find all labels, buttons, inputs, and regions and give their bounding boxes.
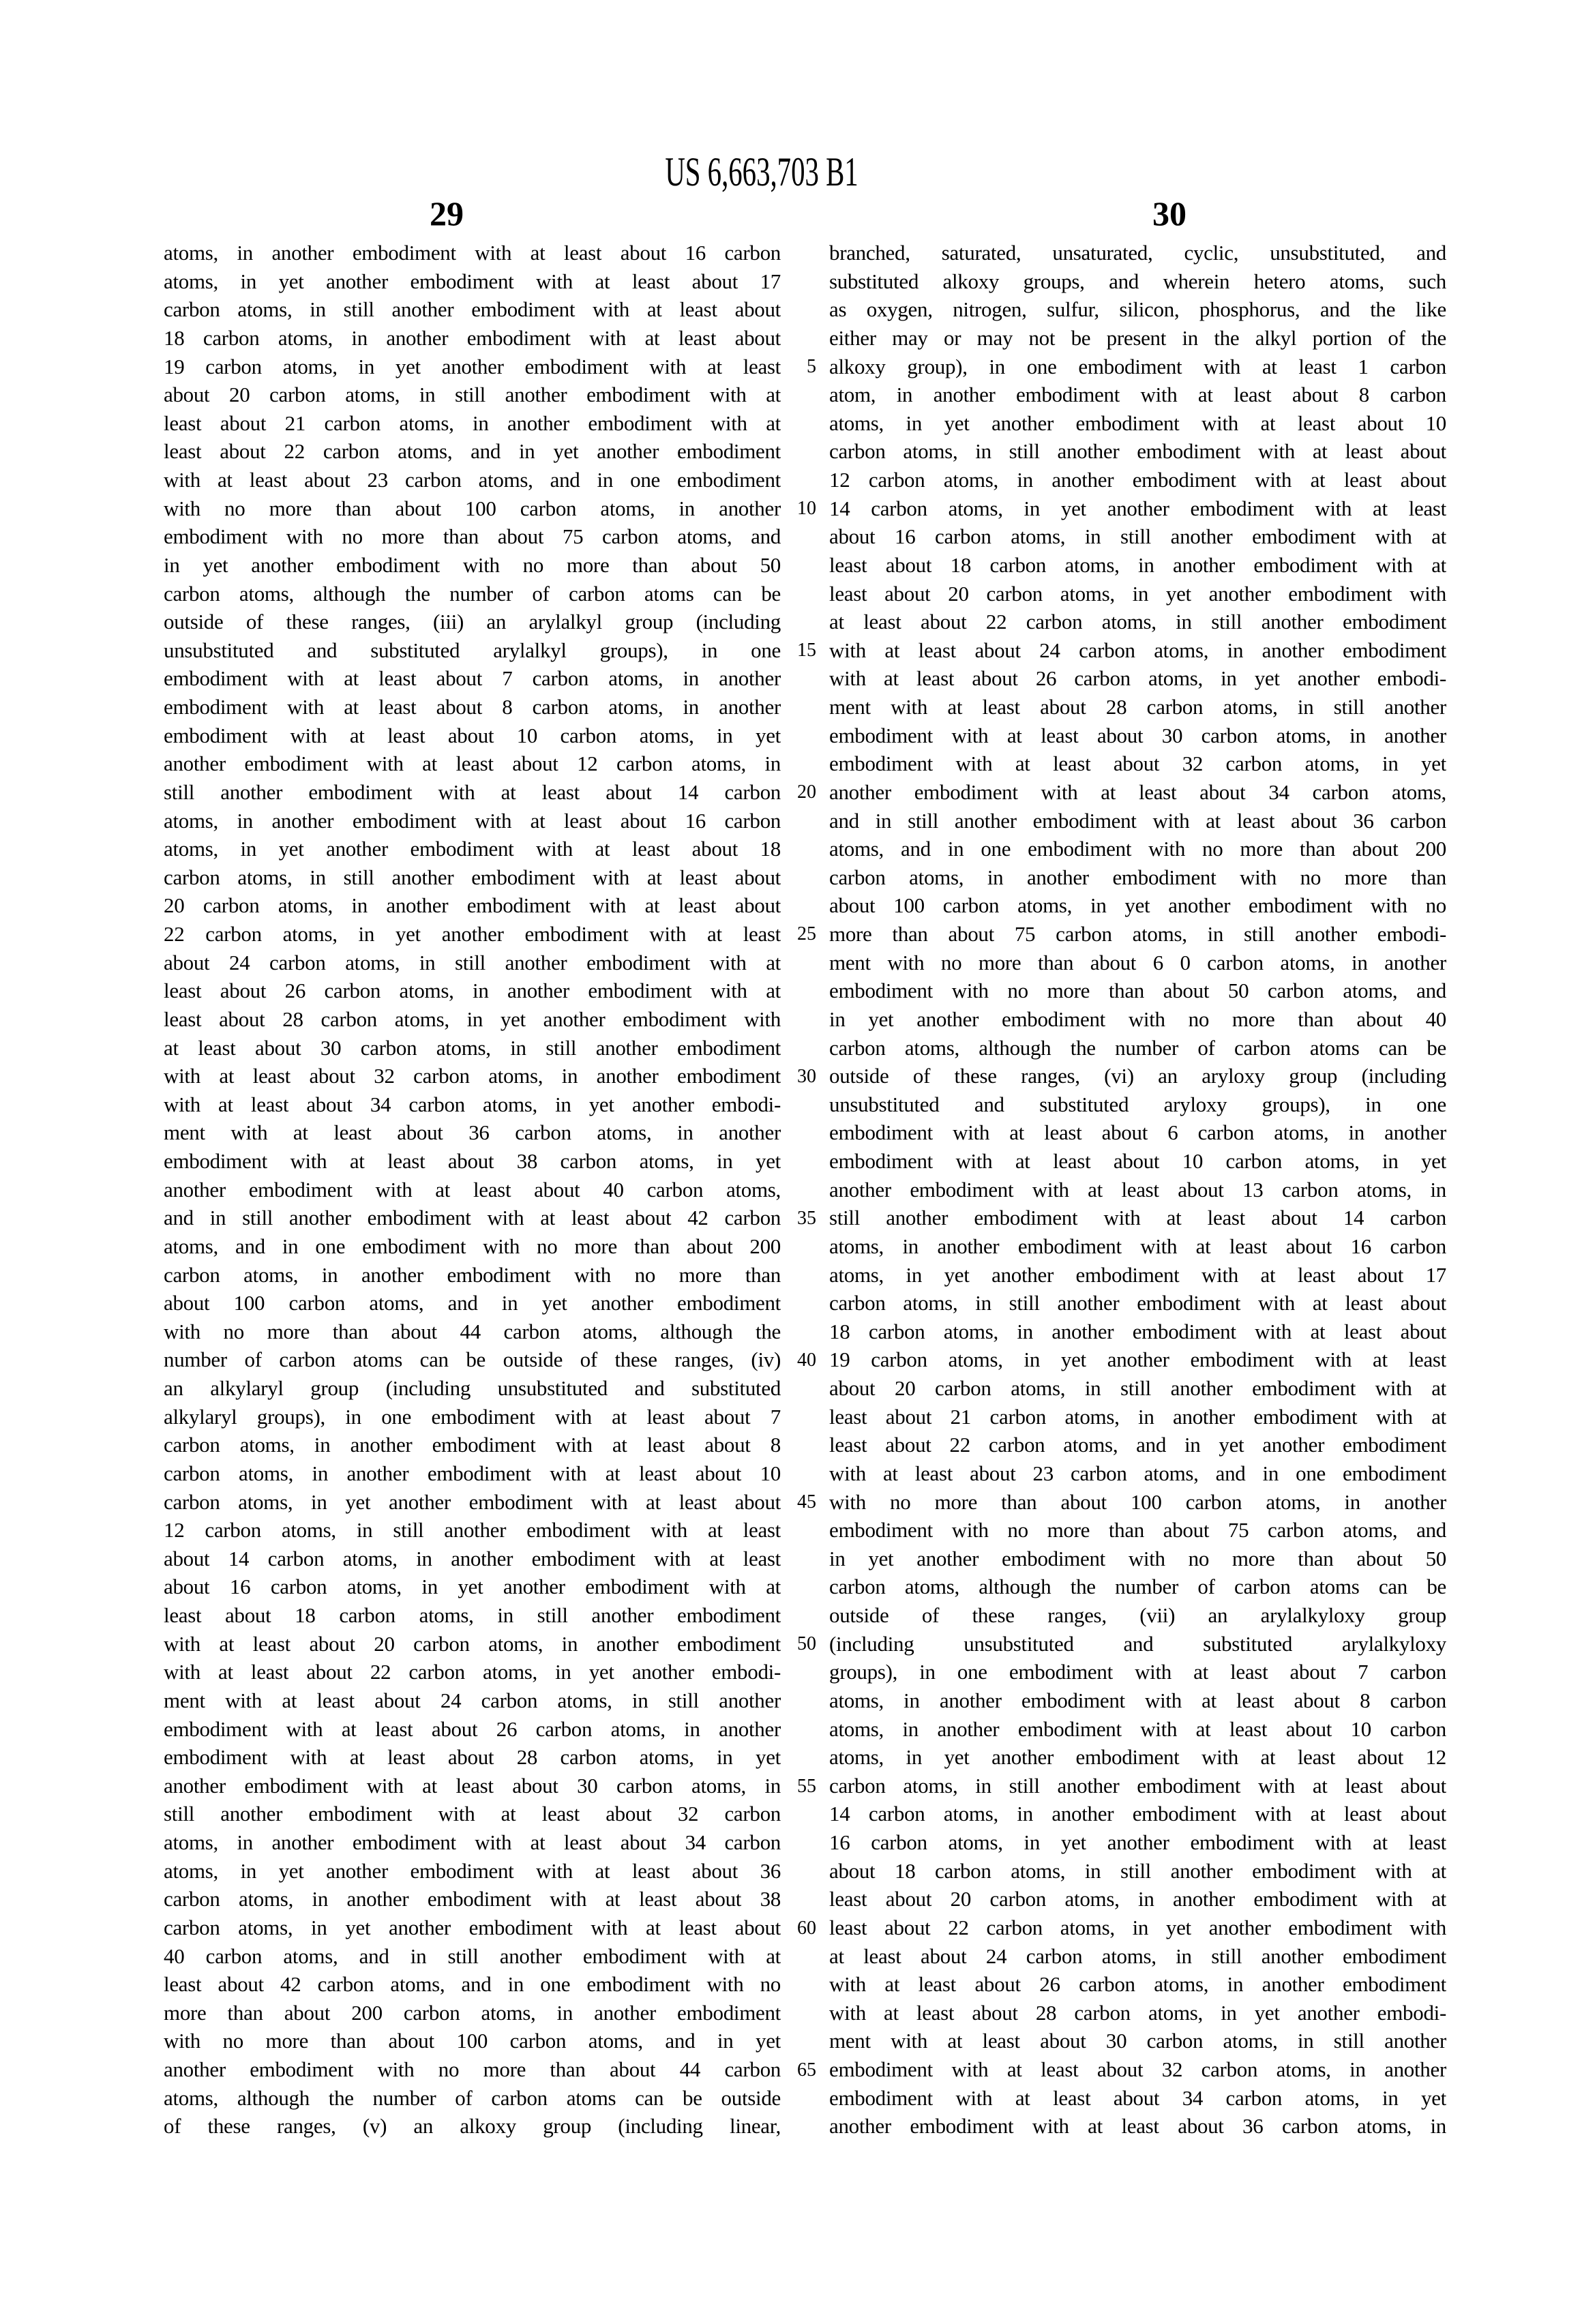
text-line: atoms, in another embodiment with at least about 34 carbon [164, 1830, 781, 1854]
text-line: carbon atoms, in another embodiment with no more than [164, 1262, 781, 1287]
text-line: carbon atoms, in yet another embodiment with at least about [164, 1915, 781, 1939]
text-line: carbon atoms, in another embodiment with at least about 8 [164, 1433, 781, 1457]
text-line: outside of these ranges, (vii) an arylalkyloxy group [829, 1603, 1446, 1627]
text-line: ment with at least about 36 carbon atoms, in another [164, 1120, 781, 1145]
text-line: atom, in another embodiment with at least about 8 carbon [829, 383, 1446, 407]
text-line: still another embodiment with at least about 14 carbon [164, 779, 781, 804]
text-line: about 18 carbon atoms, in still another embodiment with at [829, 1858, 1446, 1883]
text-line: with at least about 26 carbon atoms, in yet another embodi- [829, 666, 1446, 691]
text-line: least about 22 carbon atoms, and in yet another embodiment [164, 439, 781, 464]
text-line: substituted alkoxy groups, and wherein hetero atoms, such [829, 269, 1446, 293]
text-line: either may or may not be present in the alkyl portion of the [829, 325, 1446, 350]
text-line: more than about 200 carbon atoms, in another embodiment [164, 2000, 781, 2025]
text-line: with at least about 20 carbon atoms, in another embodiment [164, 1631, 781, 1656]
text-line: carbon atoms, although the number of carbon atoms can be [829, 1035, 1446, 1060]
column-number-left: 29 [430, 194, 464, 233]
text-line: 40 carbon atoms, and in still another embodiment with at [164, 1943, 781, 1968]
text-line: as oxygen, nitrogen, sulfur, silicon, phosphorus, and the like [829, 297, 1446, 322]
text-line: carbon atoms, in still another embodiment with at least about [164, 865, 781, 889]
text-line: embodiment with at least about 7 carbon atoms, in another [164, 666, 781, 691]
text-line: about 24 carbon atoms, in still another embodiment with at [164, 950, 781, 974]
text-line: atoms, in another embodiment with at least about 16 carbon [164, 808, 781, 833]
text-line: with at least about 23 carbon atoms, and in one embodiment [164, 468, 781, 492]
text-line: with at least about 28 carbon atoms, in yet another embodi- [829, 2000, 1446, 2025]
text-line: more than about 75 carbon atoms, in still another embodi- [829, 922, 1446, 946]
text-line: least about 21 carbon atoms, in another embodiment with at [164, 411, 781, 435]
line-number-marker: 20 [797, 781, 816, 803]
text-line: with at least about 23 carbon atoms, and in one embodiment [829, 1461, 1446, 1485]
text-line: another embodiment with at least about 30 carbon atoms, in [164, 1773, 781, 1798]
text-line: least about 22 carbon atoms, in yet another embodiment with [829, 1915, 1446, 1939]
text-line: unsubstituted and substituted arylalkyl groups), in one [164, 638, 781, 662]
text-line: embodiment with at least about 10 carbon atoms, in yet [829, 1149, 1446, 1173]
text-line: still another embodiment with at least about 14 carbon [829, 1206, 1446, 1230]
text-line: 18 carbon atoms, in another embodiment with at least about [829, 1319, 1446, 1343]
text-line: embodiment with at least about 34 carbon atoms, in yet [829, 2085, 1446, 2110]
text-line: branched, saturated, unsaturated, cyclic, unsubstituted, and [829, 241, 1446, 265]
text-line: atoms, and in one embodiment with no more than about 200 [829, 837, 1446, 861]
text-line: with at least about 26 carbon atoms, in another embodiment [829, 1972, 1446, 1997]
text-line: embodiment with no more than about 75 carbon atoms, and [164, 524, 781, 549]
text-line: of these ranges, (v) an alkoxy group (including linear, [164, 2114, 781, 2139]
text-line: carbon atoms, in another embodiment with at least about 10 [164, 1461, 781, 1485]
text-line: embodiment with at least about 32 carbon atoms, in another [829, 2057, 1446, 2081]
text-line: another embodiment with at least about 34 carbon atoms, [829, 779, 1446, 804]
text-line: atoms, in another embodiment with at least about 16 carbon [829, 1234, 1446, 1258]
text-line: 14 carbon atoms, in yet another embodiment with at least [829, 496, 1446, 520]
text-line: 19 carbon atoms, in yet another embodiment with at least [164, 354, 781, 378]
text-line: least about 28 carbon atoms, in yet another embodiment with [164, 1007, 781, 1031]
text-line: ment with at least about 30 carbon atoms, in still another [829, 2029, 1446, 2053]
text-line: outside of these ranges, (iii) an arylalkyl group (including [164, 610, 781, 634]
text-line: least about 18 carbon atoms, in still another embodiment [164, 1603, 781, 1627]
line-number-marker: 55 [797, 1775, 816, 1797]
text-line: with at least about 32 carbon atoms, in another embodiment [164, 1064, 781, 1088]
text-line: in yet another embodiment with no more than about 50 [829, 1546, 1446, 1570]
text-line: and in still another embodiment with at least about 36 carbon [829, 808, 1446, 833]
text-line: least about 21 carbon atoms, in another embodiment with at [829, 1404, 1446, 1429]
text-line: carbon atoms, in another embodiment with no more than [829, 865, 1446, 889]
text-line: in yet another embodiment with no more than about 50 [164, 552, 781, 577]
text-line: ment with at least about 28 carbon atoms, in still another [829, 695, 1446, 719]
text-line: carbon atoms, in another embodiment with at least about 38 [164, 1887, 781, 1911]
text-line: least about 20 carbon atoms, in yet another embodiment with [829, 581, 1446, 606]
text-line: atoms, in yet another embodiment with at least about 12 [829, 1745, 1446, 1770]
text-line: least about 20 carbon atoms, in another embodiment with at [829, 1887, 1446, 1911]
text-line: groups), in one embodiment with at least about 7 carbon [829, 1660, 1446, 1684]
text-line: 14 carbon atoms, in another embodiment with at least about [829, 1802, 1446, 1826]
text-line: least about 22 carbon atoms, and in yet another embodiment [829, 1433, 1446, 1457]
line-number-marker: 15 [797, 639, 816, 661]
line-number-marker: 45 [797, 1491, 816, 1513]
text-line: embodiment with at least about 8 carbon atoms, in another [164, 695, 781, 719]
text-line: at least about 30 carbon atoms, in still another embodiment [164, 1035, 781, 1060]
text-line: atoms, in another embodiment with at least about 10 carbon [829, 1716, 1446, 1741]
text-line: about 100 carbon atoms, and in yet another embodiment [164, 1291, 781, 1315]
text-line: another embodiment with at least about 40 carbon atoms, [164, 1177, 781, 1202]
text-line: atoms, in yet another embodiment with at least about 36 [164, 1858, 781, 1883]
text-line: atoms, in yet another embodiment with at least about 17 [164, 269, 781, 293]
text-line: atoms, in another embodiment with at least about 16 carbon [164, 241, 781, 265]
line-number-marker: 65 [797, 2059, 816, 2081]
text-line: atoms, in another embodiment with at least about 8 carbon [829, 1688, 1446, 1712]
line-number-marker: 40 [797, 1349, 816, 1371]
text-line: with at least about 34 carbon atoms, in yet another embodi- [164, 1092, 781, 1116]
text-line: carbon atoms, in still another embodiment with at least about [829, 1773, 1446, 1798]
text-line: about 20 carbon atoms, in still another embodiment with at [164, 383, 781, 407]
text-line: with no more than about 44 carbon atoms, although the [164, 1319, 781, 1343]
line-number-marker: 50 [797, 1633, 816, 1655]
line-number-marker: 30 [797, 1065, 816, 1087]
text-line: carbon atoms, in still another embodiment with at least about [829, 1291, 1446, 1315]
text-line: alkylaryl groups), in one embodiment with at least about 7 [164, 1404, 781, 1429]
text-line: 20 carbon atoms, in another embodiment with at least about [164, 893, 781, 918]
text-line: with no more than about 100 carbon atoms, in another [829, 1489, 1446, 1514]
text-line: embodiment with at least about 26 carbon atoms, in another [164, 1716, 781, 1741]
text-line: atoms, in yet another embodiment with at least about 17 [829, 1262, 1446, 1287]
text-line: another embodiment with at least about 12 carbon atoms, in [164, 751, 781, 776]
column-left-text [164, 239, 781, 2141]
line-number-marker: 35 [797, 1207, 816, 1229]
text-line: with at least about 22 carbon atoms, in yet another embodi- [164, 1660, 781, 1684]
text-line: about 14 carbon atoms, in another embodiment with at least [164, 1546, 781, 1570]
text-line: atoms, in yet another embodiment with at least about 10 [829, 411, 1446, 435]
text-line: at least about 22 carbon atoms, in still another embodiment [829, 610, 1446, 634]
text-line: 12 carbon atoms, in still another embodiment with at least [164, 1518, 781, 1543]
text-line: 16 carbon atoms, in yet another embodiment with at least [829, 1830, 1446, 1854]
text-line: embodiment with no more than about 50 carbon atoms, and [829, 979, 1446, 1003]
text-line: atoms, in yet another embodiment with at least about 18 [164, 837, 781, 861]
text-line: carbon atoms, in still another embodiment with at least about [829, 439, 1446, 464]
text-line: atoms, although the number of carbon atoms can be outside [164, 2085, 781, 2110]
text-line: carbon atoms, in yet another embodiment with at least about [164, 1489, 781, 1514]
text-line: atoms, and in one embodiment with no more than about 200 [164, 1234, 781, 1258]
text-line: embodiment with at least about 32 carbon atoms, in yet [829, 751, 1446, 776]
text-line: number of carbon atoms can be outside of these ranges, (iv) [164, 1347, 781, 1372]
text-line: and in still another embodiment with at least about 42 carbon [164, 1206, 781, 1230]
text-line: least about 42 carbon atoms, and in one embodiment with no [164, 1972, 781, 1997]
line-number-marker: 10 [797, 497, 816, 519]
text-line: 19 carbon atoms, in yet another embodiment with at least [829, 1347, 1446, 1372]
text-line: embodiment with at least about 10 carbon atoms, in yet [164, 723, 781, 747]
text-line: embodiment with at least about 6 carbon atoms, in another [829, 1120, 1446, 1145]
text-line: ment with at least about 24 carbon atoms, in still another [164, 1688, 781, 1712]
text-line: embodiment with at least about 30 carbon atoms, in another [829, 723, 1446, 747]
text-line: another embodiment with no more than about 44 carbon [164, 2057, 781, 2081]
text-line: embodiment with at least about 38 carbon atoms, in yet [164, 1149, 781, 1173]
patent-number: US 6,663,703 B1 [665, 149, 859, 194]
text-line: 22 carbon atoms, in yet another embodiment with at least [164, 922, 781, 946]
text-line: about 100 carbon atoms, in yet another embodiment with no [829, 893, 1446, 918]
text-line: about 16 carbon atoms, in yet another embodiment with at [164, 1575, 781, 1599]
column-number-right: 30 [1152, 194, 1186, 233]
text-line: alkoxy group), in one embodiment with at least 1 carbon [829, 354, 1446, 378]
line-number-marker: 60 [797, 1917, 816, 1939]
text-line: about 20 carbon atoms, in still another embodiment with at [829, 1376, 1446, 1400]
text-line: ment with no more than about 6 0 carbon atoms, in another [829, 950, 1446, 974]
text-line: carbon atoms, in still another embodiment with at least about [164, 297, 781, 322]
text-line: least about 26 carbon atoms, in another embodiment with at [164, 979, 781, 1003]
text-line: carbon atoms, although the number of carbon atoms can be [164, 581, 781, 606]
text-line: least about 18 carbon atoms, in another embodiment with at [829, 552, 1446, 577]
text-line: at least about 24 carbon atoms, in still another embodiment [829, 1943, 1446, 1968]
text-line: embodiment with no more than about 75 carbon atoms, and [829, 1518, 1446, 1543]
text-line: with at least about 24 carbon atoms, in another embodiment [829, 638, 1446, 662]
text-line: unsubstituted and substituted aryloxy groups), in one [829, 1092, 1446, 1116]
text-line: another embodiment with at least about 36 carbon atoms, in [829, 2114, 1446, 2139]
text-line: embodiment with at least about 28 carbon atoms, in yet [164, 1745, 781, 1770]
text-line: outside of these ranges, (vi) an aryloxy group (including [829, 1064, 1446, 1088]
text-line: about 16 carbon atoms, in still another embodiment with at [829, 524, 1446, 549]
text-line: in yet another embodiment with no more than about 40 [829, 1007, 1446, 1031]
text-line: an alkylaryl group (including unsubstituted and substituted [164, 1376, 781, 1400]
text-line: with no more than about 100 carbon atoms, in another [164, 496, 781, 520]
text-line: another embodiment with at least about 13 carbon atoms, in [829, 1177, 1446, 1202]
text-line: 12 carbon atoms, in another embodiment with at least about [829, 468, 1446, 492]
text-line: with no more than about 100 carbon atoms, and in yet [164, 2029, 781, 2053]
text-line: (including unsubstituted and substituted arylalkyloxy [829, 1631, 1446, 1656]
text-line: 18 carbon atoms, in another embodiment with at least about [164, 325, 781, 350]
column-right-text [829, 239, 1446, 2141]
text-line: carbon atoms, although the number of carbon atoms can be [829, 1575, 1446, 1599]
line-number-marker: 25 [797, 923, 816, 945]
line-number-marker: 5 [807, 355, 816, 377]
page-header [620, 151, 904, 192]
text-line: still another embodiment with at least about 32 carbon [164, 1802, 781, 1826]
